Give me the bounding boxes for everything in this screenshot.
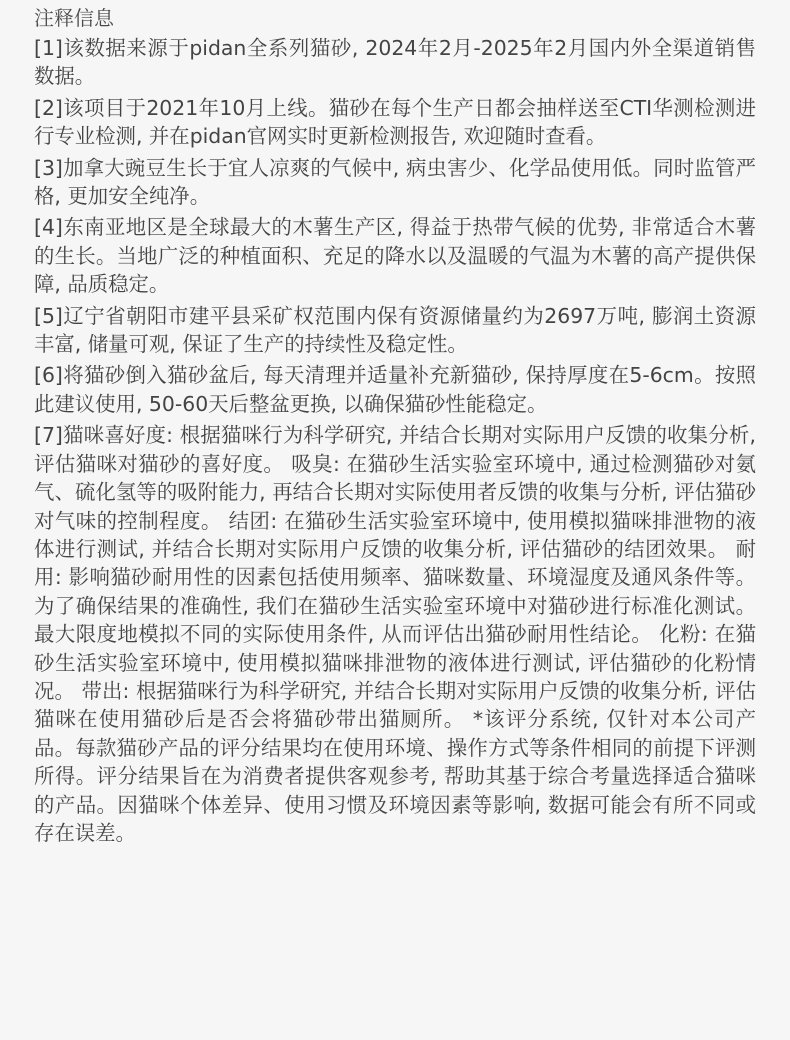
note-6: [6]将猫砂倒入猫砂盆后, 每天清理并适量补充新猫砂, 保持厚度在5-6cm。按照此建议使用, 50-60天后整盆更换, 以确保猫砂性能稳定。 xyxy=(34,363,756,416)
note-3: [3]加拿大豌豆生长于宜人凉爽的气候中, 病虫害少、化学品使用低。同时监管严格, 更加安全纯净。 xyxy=(34,155,756,209)
note-1: [1]该数据来源于pidan全系列猫砂, 2024年2月-2025年2月国内外全渠道销售数据。 xyxy=(34,36,756,89)
note-5: [5]辽宁省朝阳市建平县采矿权范围内保有资源储量约为2697万吨, 膨润土资源丰富, 储量可观, 保证了生产的持续性及稳定性。 xyxy=(34,303,756,357)
note-4: [4]东南亚地区是全球最大的木薯生产区, 得益于热带气候的优势, 非常适合木薯的生长。当地广泛的种植面积、充足的降水以及温暖的气温为木薯的高产提供保障, 品质稳定。 xyxy=(34,215,756,297)
notes-title: 注释信息 xyxy=(34,6,114,30)
note-2: [2]该项目于2021年10月上线。猫砂在每个生产日都会抽样送至CTI华测检测进行专业检测, 并在pidan官网实时更新检测报告, 欢迎随时查看。 xyxy=(34,95,756,149)
note-7: [7]猫咪喜好度: 根据猫咪行为科学研究, 并结合长期对实际用户反馈的收集分析, 评估猫咪对猫砂的喜好度。 吸臭: 在猫砂生活实验室环境中, 通过检测猫砂对氨气、硫化氢等的吸附能力, 再结合长期对实际使用者反馈的收集与分析, 评估猫砂对气味的控制程度。 结团: 在猫砂生活实验室环境中, 使用模拟猫咪排泄物的液体进行测试, 并结合长期对实际用户反馈的收集分析, 评估猫砂的结团效果。 耐用: 影响猫砂耐用性的因素包括使用频率、猫咪数量、环境湿度及通风条件等。为了确保结果的准确性, 我们在猫砂生活实验室环境中对猫砂进行标准化测试。最大限度地模拟不同的实际使用条件, 从而评估出猫砂耐用性结论。 化粉: 在猫砂生活实验室环境中, 使用模拟猫咪排泄物的液体进行测试, 评估猫砂的化粉情况。 带出: 根据猫咪行为科学研究, 并结合长期对实际用户反馈的收集分析, 评估猫咪在使用猫砂后是否会将猫砂带出猫厕所。 *该评分系统, 仅针对本公司产品。每款猫砂产品的评分结果均在使用环境、操作方式等条件相同的前提下评测所得。评分结果旨在为消费者提供客观参考, 帮助其基于综合考量选择适合猫咪的产品。因猫咪个体差异、使用习惯及环境因素等影响, 数据可能会有所不同或存在误差。 xyxy=(34,423,756,845)
